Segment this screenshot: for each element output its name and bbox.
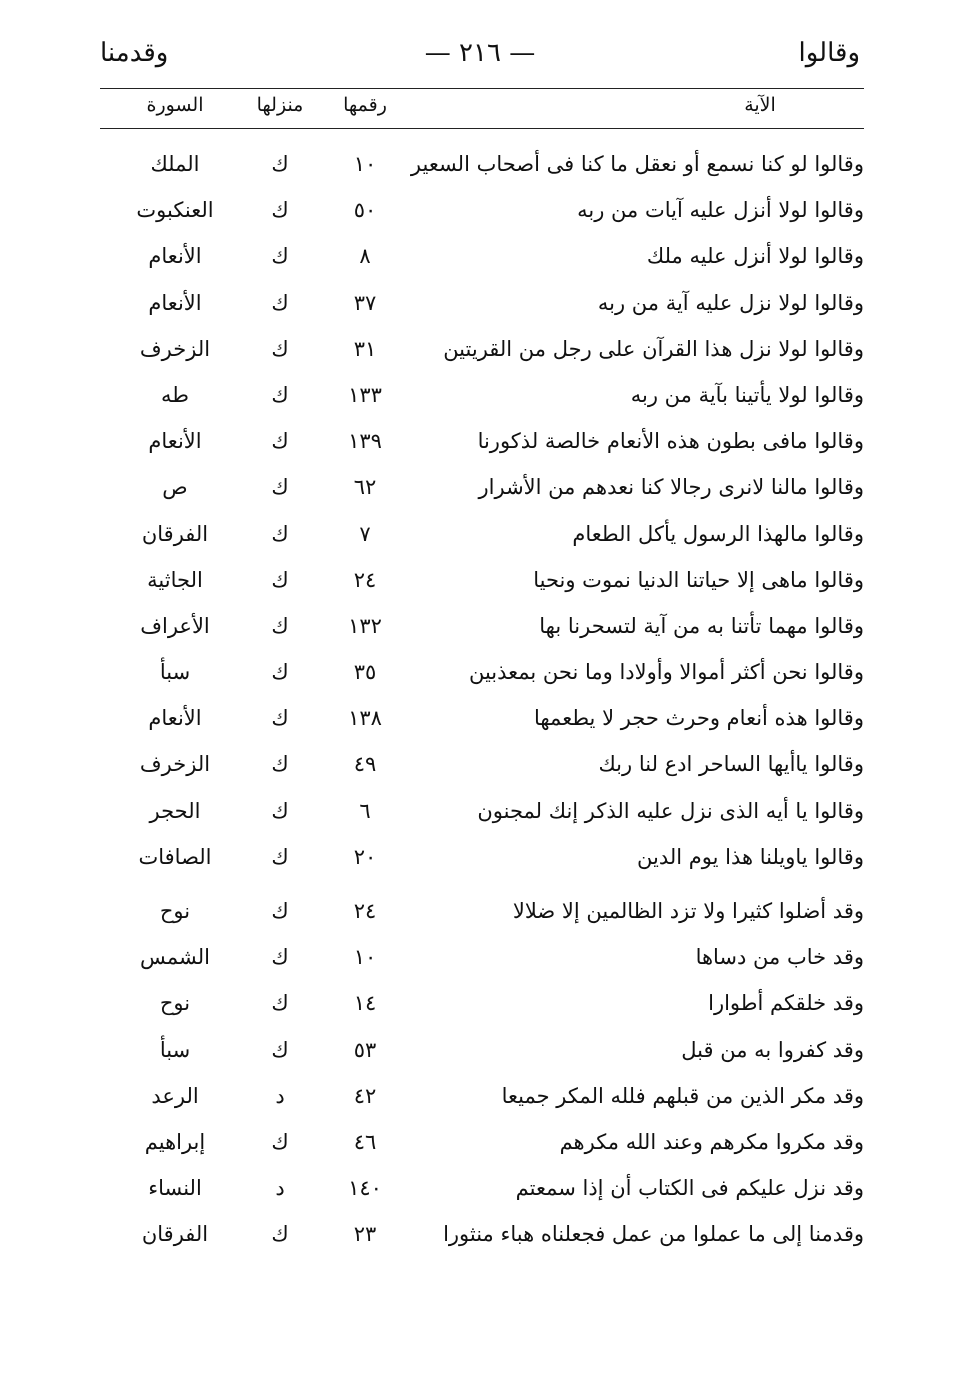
- revelation-place: د: [275, 1083, 285, 1108]
- verse-text: وقد كفروا به من قبل: [681, 1037, 864, 1062]
- surah-name: نوح: [159, 991, 191, 1016]
- surah-name: سبأ: [159, 660, 191, 685]
- revelation-place: ك: [271, 475, 289, 500]
- verse-number: ٥٠: [353, 198, 377, 223]
- verse-text: وقد مكر الذين من قبلهم فلله المكر جميعا: [501, 1083, 864, 1108]
- table-row: [100, 186, 864, 232]
- table-row: [100, 648, 864, 694]
- table-row: [100, 556, 864, 602]
- verse-text: وقالوا نحن أكثر أموالا وأولادا وما نحن بمعذبين: [468, 660, 864, 685]
- verse-text: وقالوا مالهذا الرسول يأكل الطعام: [572, 521, 864, 546]
- verse-number: ١٠: [353, 152, 377, 176]
- surah-name: الحجر: [149, 798, 201, 823]
- revelation-place: ك: [271, 945, 289, 970]
- verse-index-table: [100, 140, 864, 1257]
- verse-text: وقالوا لولا نزل عليه آية من ربه: [597, 290, 864, 315]
- table-row: [100, 232, 864, 278]
- verse-text: وقالوا هذه أنعام وحرث حجر لا يطعمها: [533, 706, 864, 731]
- surah-name: النساء: [148, 1176, 202, 1201]
- verse-text: وقالوا لولا أنزل عليه آيات من ربه: [577, 198, 864, 223]
- revelation-place: ك: [271, 152, 289, 176]
- revelation-place: ك: [271, 899, 289, 923]
- revelation-place: د: [275, 1176, 285, 1201]
- table-row: [100, 1026, 864, 1072]
- table-row: [100, 463, 864, 509]
- table-row: [100, 140, 864, 186]
- table-row: [100, 510, 864, 556]
- revelation-place: ك: [271, 991, 289, 1016]
- surah-name: الفرقان: [141, 521, 209, 546]
- table-row: [100, 1072, 864, 1118]
- surah-name: الجاثية: [147, 567, 203, 592]
- verse-text: وقالوا مهما تأتنا به من آية لتسحرنا بها: [539, 613, 864, 638]
- table-row: [100, 1118, 864, 1164]
- column-header-surah: السورة: [146, 94, 204, 116]
- verse-number: ٢٠: [353, 844, 377, 869]
- verse-number: ١٣٣: [348, 382, 382, 407]
- verse-text: وقالوا ياويلنا هذا يوم الدين: [637, 844, 864, 869]
- table-row: [100, 325, 864, 371]
- verse-text: وقالوا لو كنا نسمع أو نعقل ما كنا فى أصحاب السعير: [410, 152, 864, 176]
- verse-number: ٣١: [353, 336, 377, 361]
- verse-number: ٤٢: [353, 1083, 377, 1108]
- column-header-verse: الآية: [744, 94, 776, 116]
- verse-number: ١٣٩: [348, 429, 382, 454]
- verse-number: ٣٥: [353, 660, 377, 685]
- revelation-place: ك: [271, 706, 289, 731]
- verse-text: وقالوا ياأيها الساحر ادع لنا ربك: [598, 752, 864, 777]
- verse-number: ٦٢: [353, 475, 377, 500]
- table-row: [100, 887, 864, 933]
- surah-name: الزخرف: [139, 336, 211, 361]
- verse-text: وقالوا ماهى إلا حياتنا الدنيا نموت ونحيا: [533, 567, 864, 592]
- column-header-place: منزلها: [256, 94, 304, 116]
- revelation-place: ك: [271, 567, 289, 592]
- revelation-place: ك: [271, 521, 289, 546]
- surah-name: الفرقان: [141, 1222, 209, 1247]
- column-headers: [100, 94, 864, 124]
- table-row: [100, 740, 864, 786]
- surah-name: الأنعام: [148, 429, 202, 454]
- table-row: [100, 279, 864, 325]
- verse-text: وقالوا يا أيه الذى نزل عليه الذكر إنك لمجنون: [477, 798, 864, 823]
- surah-name: الأعراف: [140, 613, 210, 638]
- header-catchword-first: وقالوا: [798, 38, 860, 68]
- revelation-place: ك: [271, 382, 289, 407]
- revelation-place: ك: [271, 844, 289, 869]
- revelation-place: ك: [271, 336, 289, 361]
- revelation-place: ك: [271, 1129, 289, 1154]
- revelation-place: ك: [271, 290, 289, 315]
- verse-text: وقد خاب من دساها: [695, 945, 864, 970]
- surah-name: العنكبوت: [136, 198, 214, 223]
- top-rule: [100, 88, 864, 89]
- revelation-place: ك: [271, 660, 289, 685]
- verse-text: وقالوا مالنا لانرى رجالا كنا نعدهم من الأشرار: [478, 475, 864, 500]
- verse-number: ٤٩: [353, 752, 377, 777]
- header-catchword-last: وقدمنا: [100, 38, 169, 68]
- revelation-place: ك: [271, 429, 289, 454]
- table-row: [100, 602, 864, 648]
- surah-name: طه: [161, 382, 189, 407]
- verse-number: ٦: [359, 798, 371, 823]
- verse-number: ٢٣: [353, 1222, 377, 1247]
- verse-number: ٢٤: [353, 567, 377, 592]
- header-rule: [100, 128, 864, 129]
- verse-text: وقد خلقكم أطوارا: [708, 991, 864, 1016]
- verse-number: ٧: [359, 521, 371, 546]
- page-number: — ٢١٦ —: [424, 38, 536, 68]
- verse-number: ٤٦: [353, 1129, 377, 1154]
- table-row: [100, 933, 864, 979]
- revelation-place: ك: [271, 752, 289, 777]
- revelation-place: ك: [271, 1222, 289, 1247]
- verse-number: ٨: [359, 244, 371, 269]
- verse-number: ١٣٢: [348, 613, 382, 638]
- revelation-place: ك: [271, 798, 289, 823]
- table-row: [100, 787, 864, 833]
- verse-text: وقد أضلوا كثيرا ولا تزد الظالمين إلا ضلالا: [512, 899, 864, 923]
- verse-number: ٢٤: [353, 899, 377, 923]
- surah-name: الأنعام: [148, 706, 202, 731]
- verse-text: وقد مكروا مكرهم وعند الله مكرهم: [559, 1129, 864, 1154]
- surah-name: الصافات: [138, 844, 212, 869]
- column-header-number: رقمها: [343, 94, 387, 116]
- running-head: [100, 38, 860, 78]
- verse-number: ١٠: [353, 945, 377, 970]
- verse-number: ٥٣: [353, 1037, 377, 1062]
- table-row: [100, 1210, 864, 1256]
- surah-name: الأنعام: [148, 290, 202, 315]
- verse-number: ١٤: [353, 991, 377, 1016]
- table-row: [100, 417, 864, 463]
- surah-name: الشمس: [140, 945, 210, 970]
- surah-name: إبراهيم: [144, 1129, 206, 1154]
- table-row: [100, 1164, 864, 1210]
- revelation-place: ك: [271, 1037, 289, 1062]
- table-row: [100, 694, 864, 740]
- verse-text: وقالوا لولا أنزل عليه ملك: [646, 244, 864, 269]
- verse-text: وقالوا مافى بطون هذه الأنعام خالصة لذكورنا: [477, 429, 864, 454]
- surah-name: الأنعام: [148, 244, 202, 269]
- verse-text: وقد نزل عليكم فى الكتاب أن إذا سمعتم: [515, 1176, 864, 1201]
- verse-text: وقالوا لولا نزل هذا القرآن على رجل من القريتين: [443, 336, 864, 361]
- table-row: [100, 979, 864, 1025]
- surah-name: الملك: [150, 152, 200, 176]
- surah-name: سبأ: [159, 1037, 191, 1062]
- surah-name: الزخرف: [139, 752, 211, 777]
- revelation-place: ك: [271, 613, 289, 638]
- surah-name: نوح: [159, 899, 191, 923]
- verse-text: وقدمنا إلى ما عملوا من عمل فجعلناه هباء منثورا: [443, 1222, 864, 1247]
- verse-number: ١٣٨: [348, 706, 382, 731]
- verse-number: ٣٧: [353, 290, 377, 315]
- surah-name: ص: [162, 475, 188, 500]
- surah-name: الرعد: [151, 1083, 199, 1108]
- table-row: [100, 833, 864, 879]
- verse-number: ١٤٠: [348, 1176, 382, 1201]
- table-row: [100, 371, 864, 417]
- revelation-place: ك: [271, 244, 289, 269]
- revelation-place: ك: [271, 198, 289, 223]
- verse-text: وقالوا لولا يأتينا بآية من ربه: [630, 382, 864, 407]
